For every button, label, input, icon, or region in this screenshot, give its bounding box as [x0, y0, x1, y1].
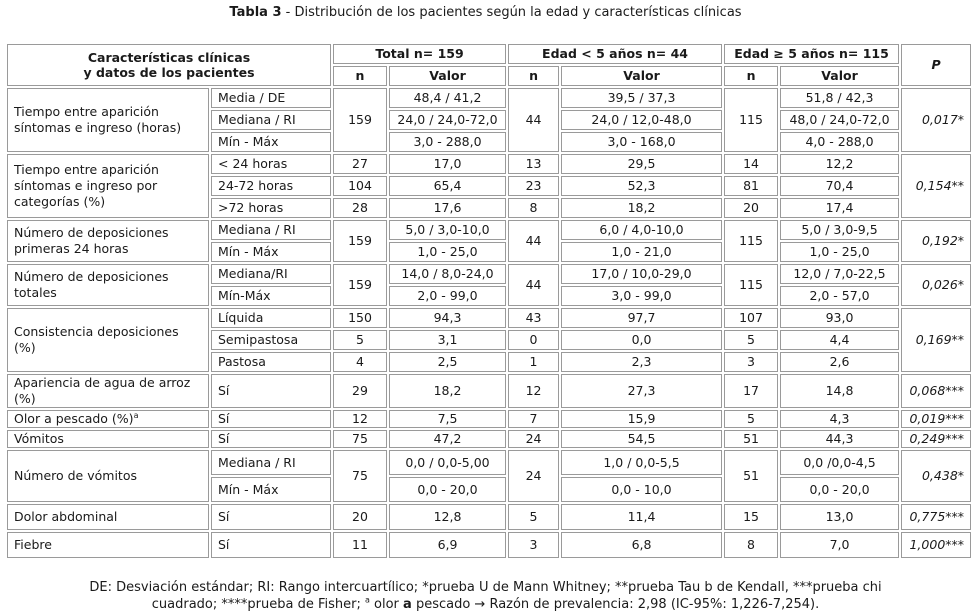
row-sublabel: Sí [211, 504, 331, 530]
row-label: Número de deposiciones totales [7, 264, 209, 306]
cell-lt5-valor: 17,0 / 10,0-29,0 [561, 264, 722, 284]
table-row [7, 88, 971, 108]
cell-total-valor: 14,0 / 8,0-24,0 [389, 264, 506, 284]
cell-ge5-n: 51 [724, 450, 778, 502]
table-row [7, 532, 971, 558]
table-row [7, 430, 971, 448]
cell-ge5-valor: 51,8 / 42,3 [780, 88, 899, 108]
row-label: Olor a pescado (%)$^a$ [7, 410, 209, 428]
row-sublabel: Mediana/RI [211, 264, 331, 284]
cell-lt5-valor: 24,0 / 12,0-48,0 [561, 110, 722, 130]
row-label: Dolor abdominal [7, 504, 209, 530]
cell-ge5-n: 17 [724, 374, 778, 408]
row-sublabel: Sí [211, 374, 331, 408]
cell-ge5-n: 115 [724, 88, 778, 152]
cell-ge5-n: 5 [724, 410, 778, 428]
cell-ge5-valor: 2,6 [780, 352, 899, 372]
footnote-line-2: cuadrado; ****prueba de Fisher; $^a$ olor a pescado → Razón de prevalencia: 2,98 (IC-95%: 1,226-7,254). [151, 595, 820, 612]
cell-lt5-n: 24 [508, 430, 559, 448]
cell-lt5-valor: 11,4 [561, 504, 722, 530]
cell-ge5-valor: 12,0 / 7,0-22,5 [780, 264, 899, 284]
cell-ge5-valor: 0,0 - 20,0 [780, 477, 899, 502]
cell-ge5-n: 5 [724, 330, 778, 350]
row-sublabel: < 24 horas [211, 154, 331, 174]
row-sublabel: Sí [211, 430, 331, 448]
cell-lt5-n: 1 [508, 352, 559, 372]
cell-ge5-valor: 17,4 [780, 198, 899, 218]
cell-lt5-valor: 6,8 [561, 532, 722, 558]
cell-p: 0,017* [901, 88, 971, 152]
cell-lt5-valor: 1,0 / 0,0-5,5 [561, 450, 722, 475]
row-sublabel: Sí [211, 532, 331, 558]
row-sublabel: Sí [211, 410, 331, 428]
cell-lt5-valor: 1,0 - 21,0 [561, 242, 722, 262]
cell-lt5-valor: 52,3 [561, 176, 722, 196]
cell-ge5-valor: 48,0 / 24,0-72,0 [780, 110, 899, 130]
cell-total-valor: 5,0 / 3,0-10,0 [389, 220, 506, 240]
cell-ge5-n: 81 [724, 176, 778, 196]
cell-p: 0,068*** [901, 374, 971, 408]
cell-p: 0,192* [901, 220, 971, 262]
cell-total-n: 104 [333, 176, 387, 196]
cell-total-valor: 65,4 [389, 176, 506, 196]
table-row [7, 410, 971, 428]
row-sublabel: Mediana / RI [211, 220, 331, 240]
cell-ge5-n: 15 [724, 504, 778, 530]
cell-total-n: 75 [333, 430, 387, 448]
cell-total-valor: 17,0 [389, 154, 506, 174]
row-sublabel: Semipastosa [211, 330, 331, 350]
header-valor: Valor [389, 66, 506, 86]
cell-lt5-valor: 97,7 [561, 308, 722, 328]
table-footnote [0, 579, 971, 613]
cell-ge5-valor: 1,0 - 25,0 [780, 242, 899, 262]
cell-ge5-valor: 70,4 [780, 176, 899, 196]
cell-ge5-valor: 44,3 [780, 430, 899, 448]
cell-lt5-n: 0 [508, 330, 559, 350]
cell-total-n: 75 [333, 450, 387, 502]
header-valor: Valor [561, 66, 722, 86]
caption-label: Tabla 3 [229, 5, 282, 20]
cell-ge5-valor: 93,0 [780, 308, 899, 328]
cell-lt5-valor: 6,0 / 4,0-10,0 [561, 220, 722, 240]
cell-lt5-valor: 15,9 [561, 410, 722, 428]
cell-total-n: 20 [333, 504, 387, 530]
cell-total-valor: 1,0 - 25,0 [389, 242, 506, 262]
cell-lt5-n: 8 [508, 198, 559, 218]
cell-ge5-n: 115 [724, 264, 778, 306]
header-total: Total n= 159 [333, 44, 506, 64]
cell-p: 0,154** [901, 154, 971, 218]
row-sublabel: Mín - Máx [211, 477, 331, 502]
row-sublabel: Líquida [211, 308, 331, 328]
cell-total-valor: 2,5 [389, 352, 506, 372]
cell-p: 0,249*** [901, 430, 971, 448]
row-label: Tiempo entre aparición síntomas e ingreso (horas) [7, 88, 209, 152]
cell-p: 0,169** [901, 308, 971, 372]
row-label: Número de deposiciones primeras 24 horas [7, 220, 209, 262]
cell-ge5-n: 107 [724, 308, 778, 328]
cell-lt5-valor: 54,5 [561, 430, 722, 448]
cell-lt5-n: 23 [508, 176, 559, 196]
cell-total-n: 29 [333, 374, 387, 408]
table-row [7, 450, 971, 475]
cell-ge5-valor: 4,0 - 288,0 [780, 132, 899, 152]
cell-p: 1,000*** [901, 532, 971, 558]
cell-ge5-valor: 4,4 [780, 330, 899, 350]
cell-ge5-valor: 13,0 [780, 504, 899, 530]
footnote-mark: a [133, 410, 139, 420]
cell-total-n: 27 [333, 154, 387, 174]
row-sublabel: Pastosa [211, 352, 331, 372]
row-label: Vómitos [7, 430, 209, 448]
cell-ge5-n: 8 [724, 532, 778, 558]
cell-total-n: 11 [333, 532, 387, 558]
cell-total-n: 12 [333, 410, 387, 428]
header-valor: Valor [780, 66, 899, 86]
row-label: Apariencia de agua de arroz (%) [7, 374, 209, 408]
cell-ge5-valor: 7,0 [780, 532, 899, 558]
cell-total-n: 28 [333, 198, 387, 218]
row-sublabel: 24-72 horas [211, 176, 331, 196]
table-row [7, 154, 971, 174]
row-sublabel: Mín - Máx [211, 242, 331, 262]
row-label: Número de vómitos [7, 450, 209, 502]
cell-lt5-valor: 0,0 [561, 330, 722, 350]
table-row [7, 264, 971, 284]
cell-lt5-n: 43 [508, 308, 559, 328]
cell-lt5-n: 44 [508, 220, 559, 262]
cell-lt5-n: 44 [508, 264, 559, 306]
cell-ge5-valor: 12,2 [780, 154, 899, 174]
cell-total-valor: 2,0 - 99,0 [389, 286, 506, 306]
row-label: Tiempo entre aparición síntomas e ingreso por categorías (%) [7, 154, 209, 218]
row-sublabel: Media / DE [211, 88, 331, 108]
cell-p: 0,026* [901, 264, 971, 306]
cell-total-valor: 3,1 [389, 330, 506, 350]
cell-total-valor: 12,8 [389, 504, 506, 530]
cell-ge5-valor: 14,8 [780, 374, 899, 408]
cell-total-valor: 18,2 [389, 374, 506, 408]
clinical-table [5, 42, 971, 560]
row-sublabel: >72 horas [211, 198, 331, 218]
header-lt5: Edad < 5 años n= 44 [508, 44, 722, 64]
cell-lt5-valor: 3,0 - 168,0 [561, 132, 722, 152]
cell-lt5-valor: 39,5 / 37,3 [561, 88, 722, 108]
cell-total-valor: 0,0 - 20,0 [389, 477, 506, 502]
cell-lt5-n: 13 [508, 154, 559, 174]
cell-total-valor: 17,6 [389, 198, 506, 218]
cell-p: 0,019*** [901, 410, 971, 428]
cell-lt5-valor: 2,3 [561, 352, 722, 372]
row-label: Consistencia deposiciones (%) [7, 308, 209, 372]
row-label: Fiebre [7, 532, 209, 558]
cell-lt5-valor: 27,3 [561, 374, 722, 408]
header-n: n [508, 66, 559, 86]
table-caption [0, 5, 971, 20]
cell-total-valor: 24,0 / 24,0-72,0 [389, 110, 506, 130]
cell-total-valor: 3,0 - 288,0 [389, 132, 506, 152]
header-p: P [901, 44, 971, 86]
cell-p: 0,775*** [901, 504, 971, 530]
cell-lt5-n: 7 [508, 410, 559, 428]
cell-p: 0,438* [901, 450, 971, 502]
table-row [7, 374, 971, 408]
cell-total-valor: 47,2 [389, 430, 506, 448]
cell-lt5-valor: 18,2 [561, 198, 722, 218]
cell-ge5-valor: 4,3 [780, 410, 899, 428]
cell-total-valor: 48,4 / 41,2 [389, 88, 506, 108]
cell-lt5-n: 24 [508, 450, 559, 502]
header-n: n [333, 66, 387, 86]
cell-lt5-n: 44 [508, 88, 559, 152]
row-sublabel: Mín - Máx [211, 132, 331, 152]
cell-lt5-valor: 0,0 - 10,0 [561, 477, 722, 502]
table-row [7, 308, 971, 328]
cell-ge5-valor: 0,0 /0,0-4,5 [780, 450, 899, 475]
cell-ge5-valor: 5,0 / 3,0-9,5 [780, 220, 899, 240]
cell-lt5-valor: 29,5 [561, 154, 722, 174]
cell-ge5-n: 115 [724, 220, 778, 262]
cell-total-valor: 7,5 [389, 410, 506, 428]
cell-total-n: 150 [333, 308, 387, 328]
row-sublabel: Mediana / RI [211, 450, 331, 475]
cell-lt5-n: 12 [508, 374, 559, 408]
cell-ge5-valor: 2,0 - 57,0 [780, 286, 899, 306]
caption-text: - Distribución de los pacientes según la edad y características clínicas [281, 5, 742, 20]
cell-total-n: 159 [333, 88, 387, 152]
cell-ge5-n: 20 [724, 198, 778, 218]
header-characteristics: Características clínicas y datos de los pacientes [7, 44, 331, 86]
row-sublabel: Mín-Máx [211, 286, 331, 306]
cell-ge5-n: 14 [724, 154, 778, 174]
header-n: n [724, 66, 778, 86]
cell-lt5-valor: 3,0 - 99,0 [561, 286, 722, 306]
cell-total-n: 5 [333, 330, 387, 350]
cell-total-valor: 0,0 / 0,0-5,00 [389, 450, 506, 475]
cell-lt5-n: 5 [508, 504, 559, 530]
cell-total-n: 159 [333, 220, 387, 262]
cell-ge5-n: 3 [724, 352, 778, 372]
table-row [7, 504, 971, 530]
cell-lt5-n: 3 [508, 532, 559, 558]
cell-total-n: 4 [333, 352, 387, 372]
row-sublabel: Mediana / RI [211, 110, 331, 130]
cell-total-n: 159 [333, 264, 387, 306]
table-row [7, 220, 971, 240]
cell-ge5-n: 51 [724, 430, 778, 448]
cell-total-valor: 94,3 [389, 308, 506, 328]
header-ge5: Edad ≥ 5 años n= 115 [724, 44, 899, 64]
footnote-line-1: DE: Desviación estándar; RI: Rango intercuartílico; *prueba U de Mann Whitney; **prueba Tau b de Kendall, ***prueba chi [89, 580, 882, 595]
cell-total-valor: 6,9 [389, 532, 506, 558]
